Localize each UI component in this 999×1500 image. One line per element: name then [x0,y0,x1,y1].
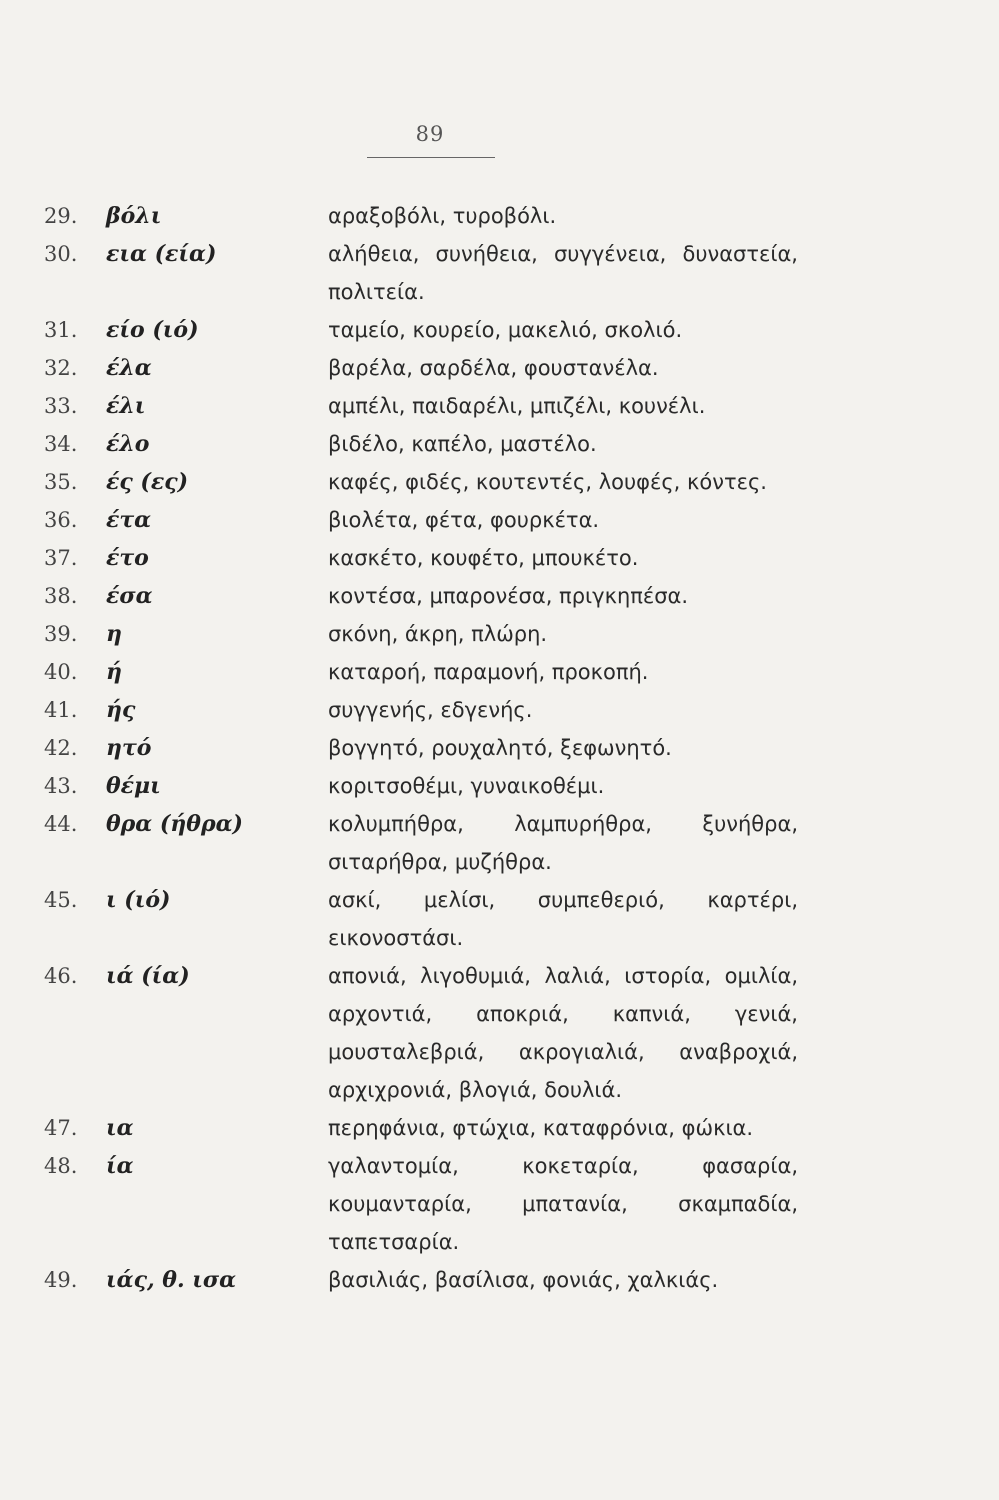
entry-number: 40. [44,660,78,684]
entry-suffix: ιάς, θ. ισα [106,1267,237,1293]
list-item [0,881,999,957]
list-item [0,767,999,805]
entry-number: 38. [44,584,78,608]
entry-number: 42. [44,736,78,760]
entry-suffix: η [106,621,122,647]
entry-examples: κοντέσα, μπαρονέσα, πριγκηπέσα. [328,584,689,608]
entry-number: 36. [44,508,78,532]
entry-examples: γαλαντομία, κοκεταρία, φασαρία, κουμανταρία, μπατανία, σκαμπαδία, ταπετσαρία. [328,1154,798,1254]
entry-suffix: έλα [106,355,152,381]
entry-examples: βαρέλα, σαρδέλα, φουστανέλα. [328,356,659,380]
suffix-list [0,197,999,1299]
entry-suffix: εια (εία) [106,241,217,267]
entry-suffix: ία [106,1153,134,1179]
entry-number: 44. [44,812,78,836]
entry-number: 33. [44,394,78,418]
entry-examples: κοριτσοθέμι, γυναικοθέμι. [328,774,605,798]
list-item [0,425,999,463]
entry-suffix: έτα [106,507,152,533]
entry-number: 39. [44,622,78,646]
entry-number: 29. [44,204,78,228]
entry-number: 35. [44,470,78,494]
entry-suffix: θρα (ήθρα) [106,811,243,837]
entry-examples: περηφάνια, φτώχια, καταφρόνια, φώκια. [328,1116,754,1140]
entry-number: 31. [44,318,78,342]
entry-suffix: έτο [106,545,149,571]
list-item [0,463,999,501]
entry-number: 32. [44,356,78,380]
list-item [0,691,999,729]
entry-examples: κασκέτο, κουφέτο, μπουκέτο. [328,546,639,570]
list-item [0,957,999,1109]
list-item [0,1109,999,1147]
entry-examples: αλήθεια, συνήθεια, συγγένεια, δυναστεία, πολιτεία. [328,242,798,304]
entry-number: 30. [44,242,78,266]
entry-suffix: ια [106,1115,134,1141]
entry-number: 43. [44,774,78,798]
entry-examples: ταμείο, κουρείο, μακελιό, σκολιό. [328,318,683,342]
entry-examples: βιολέτα, φέτα, φουρκέτα. [328,508,600,532]
entry-examples: καταροή, παραμονή, προκοπή. [328,660,649,684]
list-item [0,729,999,767]
entry-examples: κολυμπήθρα, λαμπυρήθρα, ξυνήθρα, σιταρήθρα, μυζήθρα. [328,812,798,874]
entry-suffix: ι (ιό) [106,887,171,913]
entry-number: 45. [44,888,78,912]
entry-number: 48. [44,1154,78,1178]
entry-examples: βογγητό, ρουχαλητό, ξεφωνητό. [328,736,672,760]
list-item [0,539,999,577]
page-number: 89 [415,122,445,146]
entry-examples: αμπέλι, παιδαρέλι, μπιζέλι, κουνέλι. [328,394,706,418]
entry-examples: απονιά, λιγοθυμιά, λαλιά, ιστορία, ομιλία, αρχοντιά, αποκριά, καπνιά, γενιά, μουσταλεβριά, ακρογιαλιά, αναβροχιά, αρχιχρονιά, βλογιά, δουλιά. [328,964,798,1102]
list-item [0,349,999,387]
list-item [0,197,999,235]
entry-examples: συγγενής, εδγενής. [328,698,533,722]
entry-examples: βασιλιάς, βασίλισα, φονιάς, χαλκιάς. [328,1268,719,1292]
entry-number: 41. [44,698,78,722]
entry-examples: βιδέλο, καπέλο, μαστέλο. [328,432,597,456]
list-item [0,1261,999,1299]
entry-number: 37. [44,546,78,570]
entry-examples: σκόνη, άκρη, πλώρη. [328,622,548,646]
entry-suffix: βόλι [106,203,162,229]
entry-suffix: ιά (ία) [106,963,190,989]
entry-suffix: είο (ιό) [106,317,199,343]
entry-suffix: ές (ες) [106,469,189,495]
entry-suffix: ής [106,697,136,723]
list-item [0,501,999,539]
entry-suffix: ή [106,659,122,685]
entry-suffix: έσα [106,583,153,609]
entry-examples: αραξοβόλι, τυροβόλι. [328,204,557,228]
entry-examples: καφές, φιδές, κουτεντές, λουφές, κόντες. [328,470,767,494]
list-item [0,235,999,311]
entry-suffix: ητό [106,735,152,761]
list-item [0,577,999,615]
list-item [0,1147,999,1261]
entry-number: 46. [44,964,78,988]
header-rule [367,157,495,158]
list-item [0,653,999,691]
list-item [0,805,999,881]
entry-suffix: θέμι [106,773,161,799]
list-item [0,387,999,425]
list-item [0,311,999,349]
entry-number: 47. [44,1116,78,1140]
entry-examples: ασκί, μελίσι, συμπεθεριό, καρτέρι, εικονοστάσι. [328,888,798,950]
entry-suffix: έλι [106,393,146,419]
entry-number: 49. [44,1268,78,1292]
entry-number: 34. [44,432,78,456]
list-item [0,615,999,653]
entry-suffix: έλο [106,431,150,457]
